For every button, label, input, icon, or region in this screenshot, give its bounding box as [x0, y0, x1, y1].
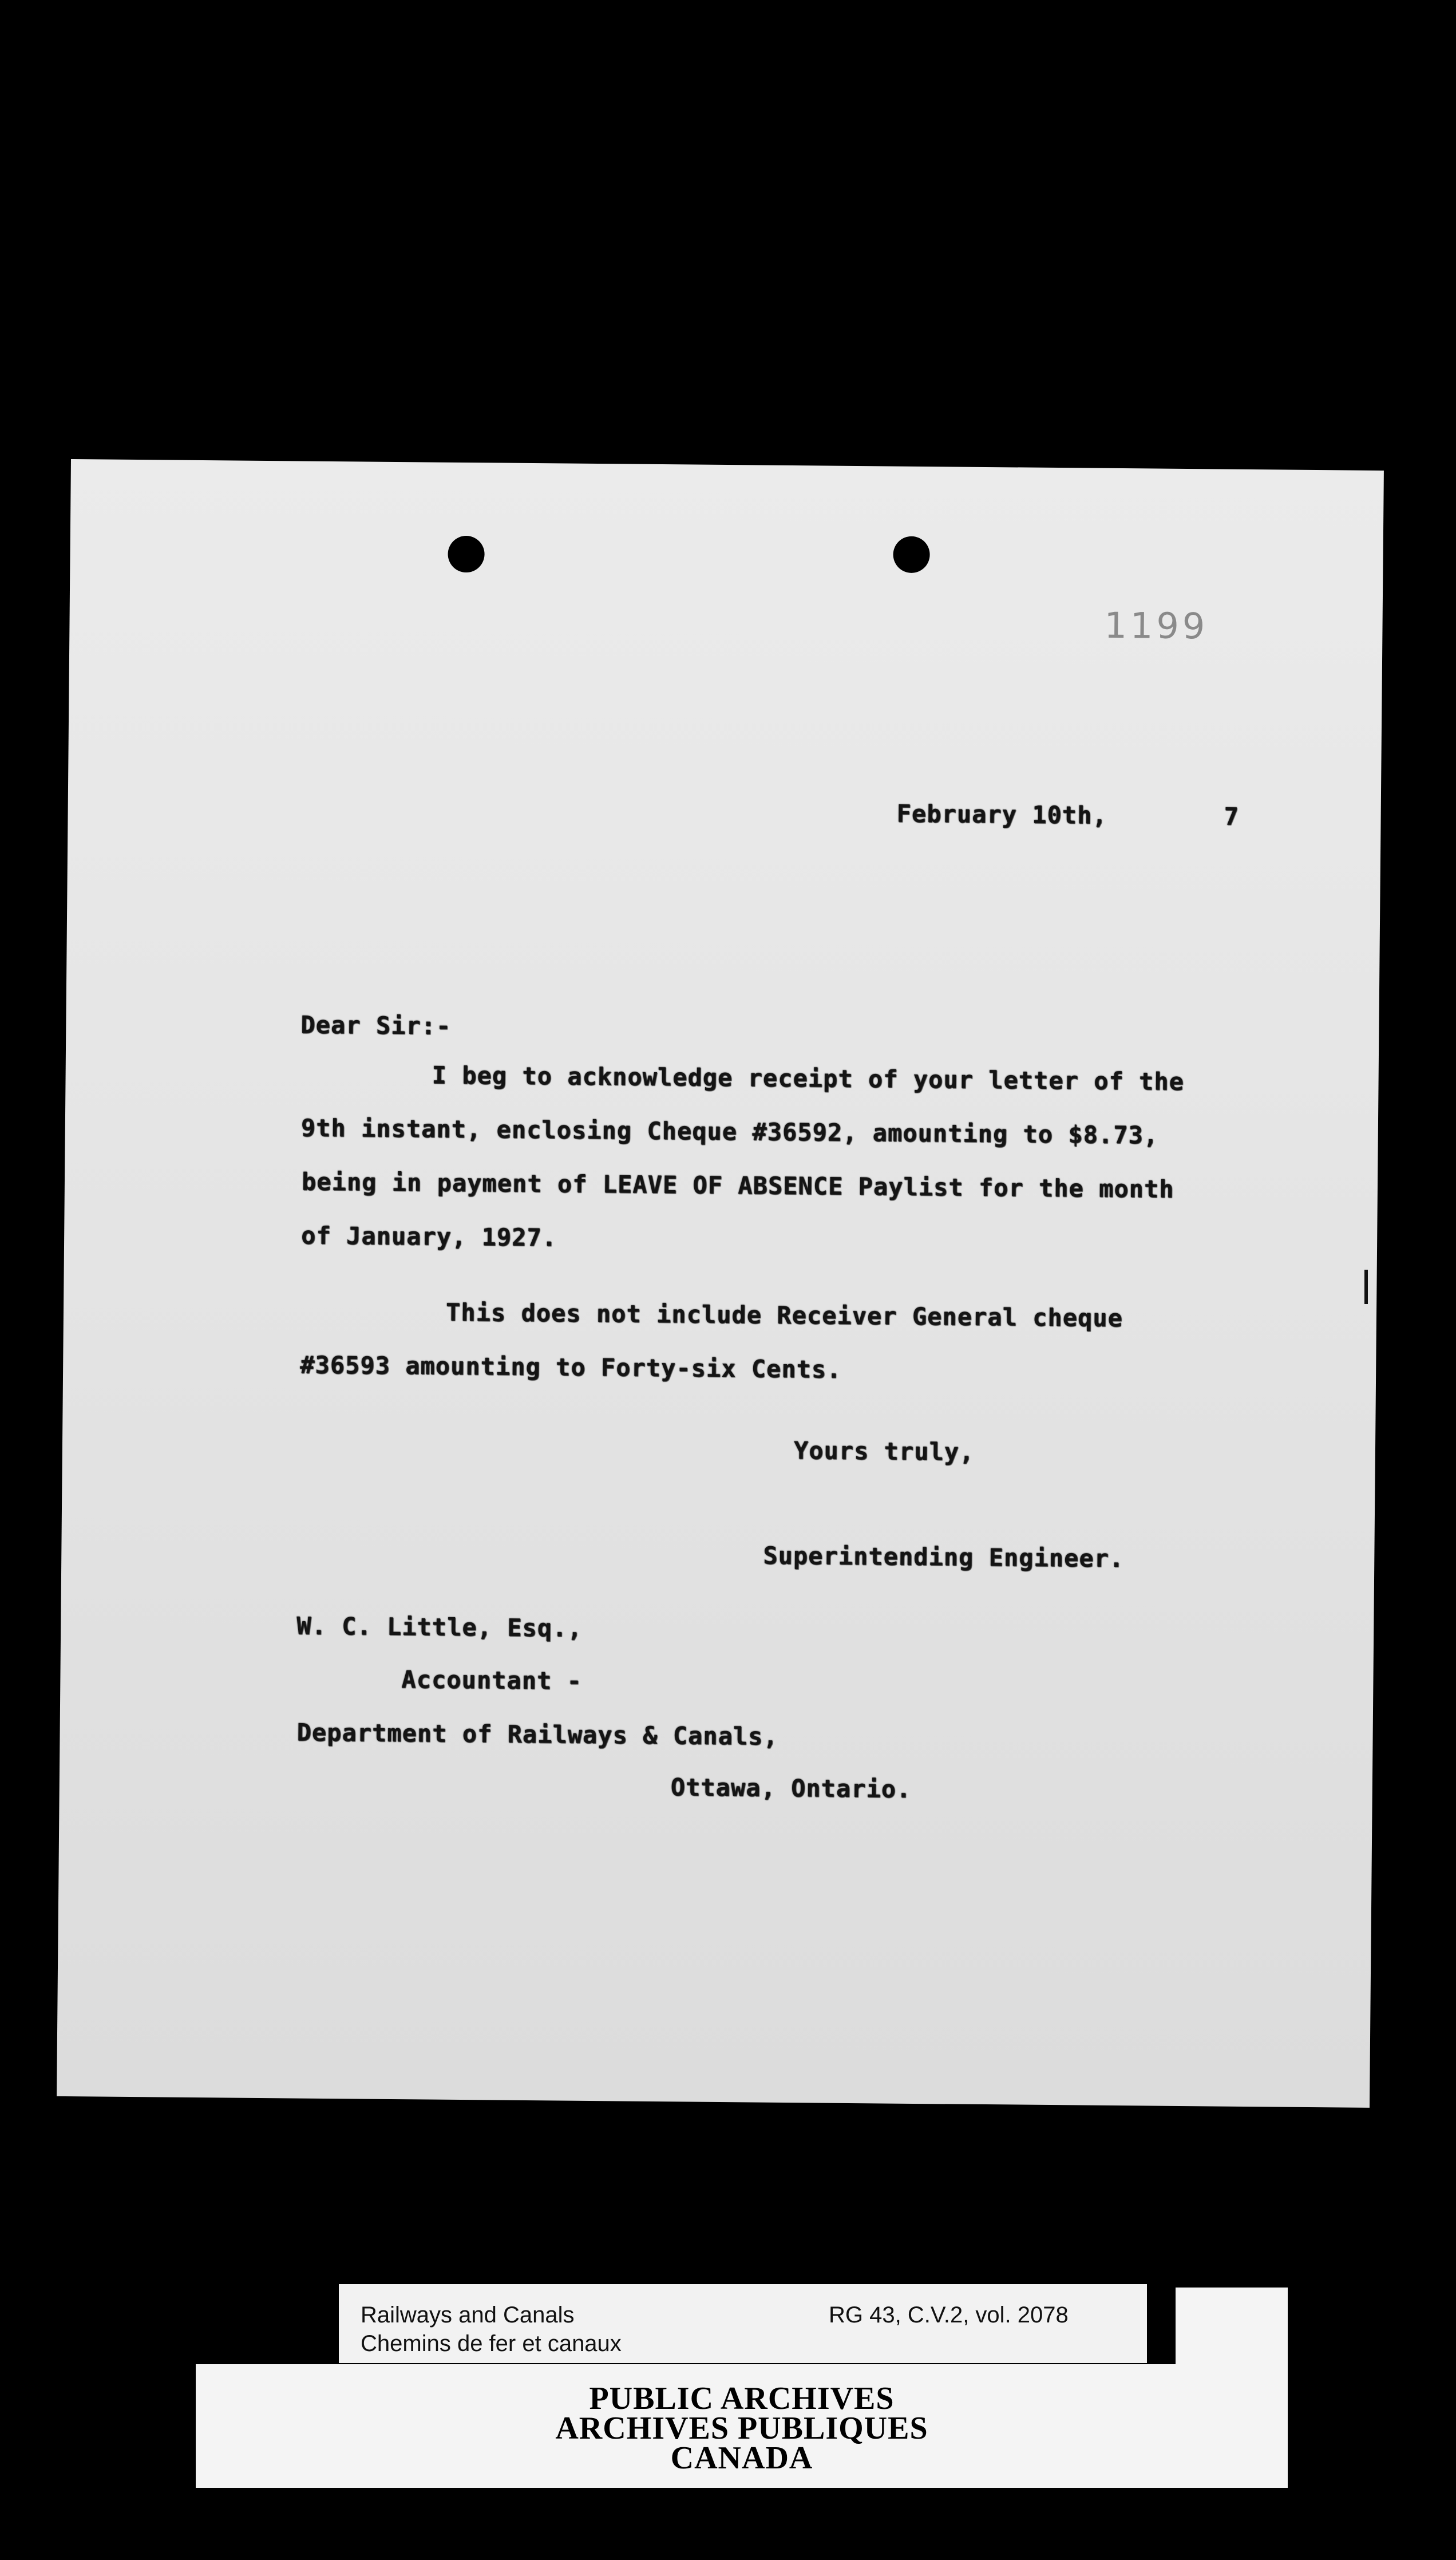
- signature-title: Superintending Engineer.: [763, 1541, 1125, 1573]
- scan-edge-mark: [1364, 1270, 1368, 1304]
- file-number: 1199: [1104, 604, 1209, 647]
- body-line-3: being in payment of LEAVE OF ABSENCE Paylist for the month: [301, 1167, 1174, 1203]
- recipient-department: Department of Railways & Canals,: [296, 1718, 778, 1751]
- salutation: Dear Sir:-: [300, 1010, 452, 1040]
- fonds-french: Chemins de fer et canaux: [361, 2331, 622, 2356]
- body-line-1: I beg to acknowledge receipt of your letter of the: [432, 1061, 1185, 1096]
- year-fragment: 7: [1224, 802, 1240, 831]
- letter-date: February 10th,: [896, 799, 1107, 829]
- closing: Yours truly,: [793, 1436, 975, 1466]
- punch-hole-left: [448, 536, 485, 573]
- body2-line-2: #36593 amounting to Forty-six Cents.: [299, 1350, 842, 1384]
- archives-french: ARCHIVES PUBLIQUES: [555, 2411, 928, 2446]
- archives-english: PUBLIC ARCHIVES: [589, 2381, 895, 2416]
- body-line-2: 9th instant, enclosing Cheque #36592, amounting to $8.73,: [300, 1113, 1159, 1149]
- punch-hole-right: [893, 536, 930, 574]
- recipient-title: Accountant -: [401, 1665, 583, 1695]
- recipient-name: W. C. Little, Esq.,: [296, 1611, 583, 1642]
- archives-country: CANADA: [670, 2440, 813, 2476]
- letter-sheet: [57, 459, 1384, 2108]
- reference-code: RG 43, C.V.2, vol. 2078: [829, 2302, 1069, 2328]
- fonds-english: Railways and Canals: [361, 2302, 575, 2328]
- recipient-city: Ottawa, Ontario.: [670, 1773, 912, 1803]
- body2-line-1: This does not include Receiver General cheque: [445, 1298, 1123, 1333]
- body-line-4: of January, 1927.: [300, 1221, 557, 1252]
